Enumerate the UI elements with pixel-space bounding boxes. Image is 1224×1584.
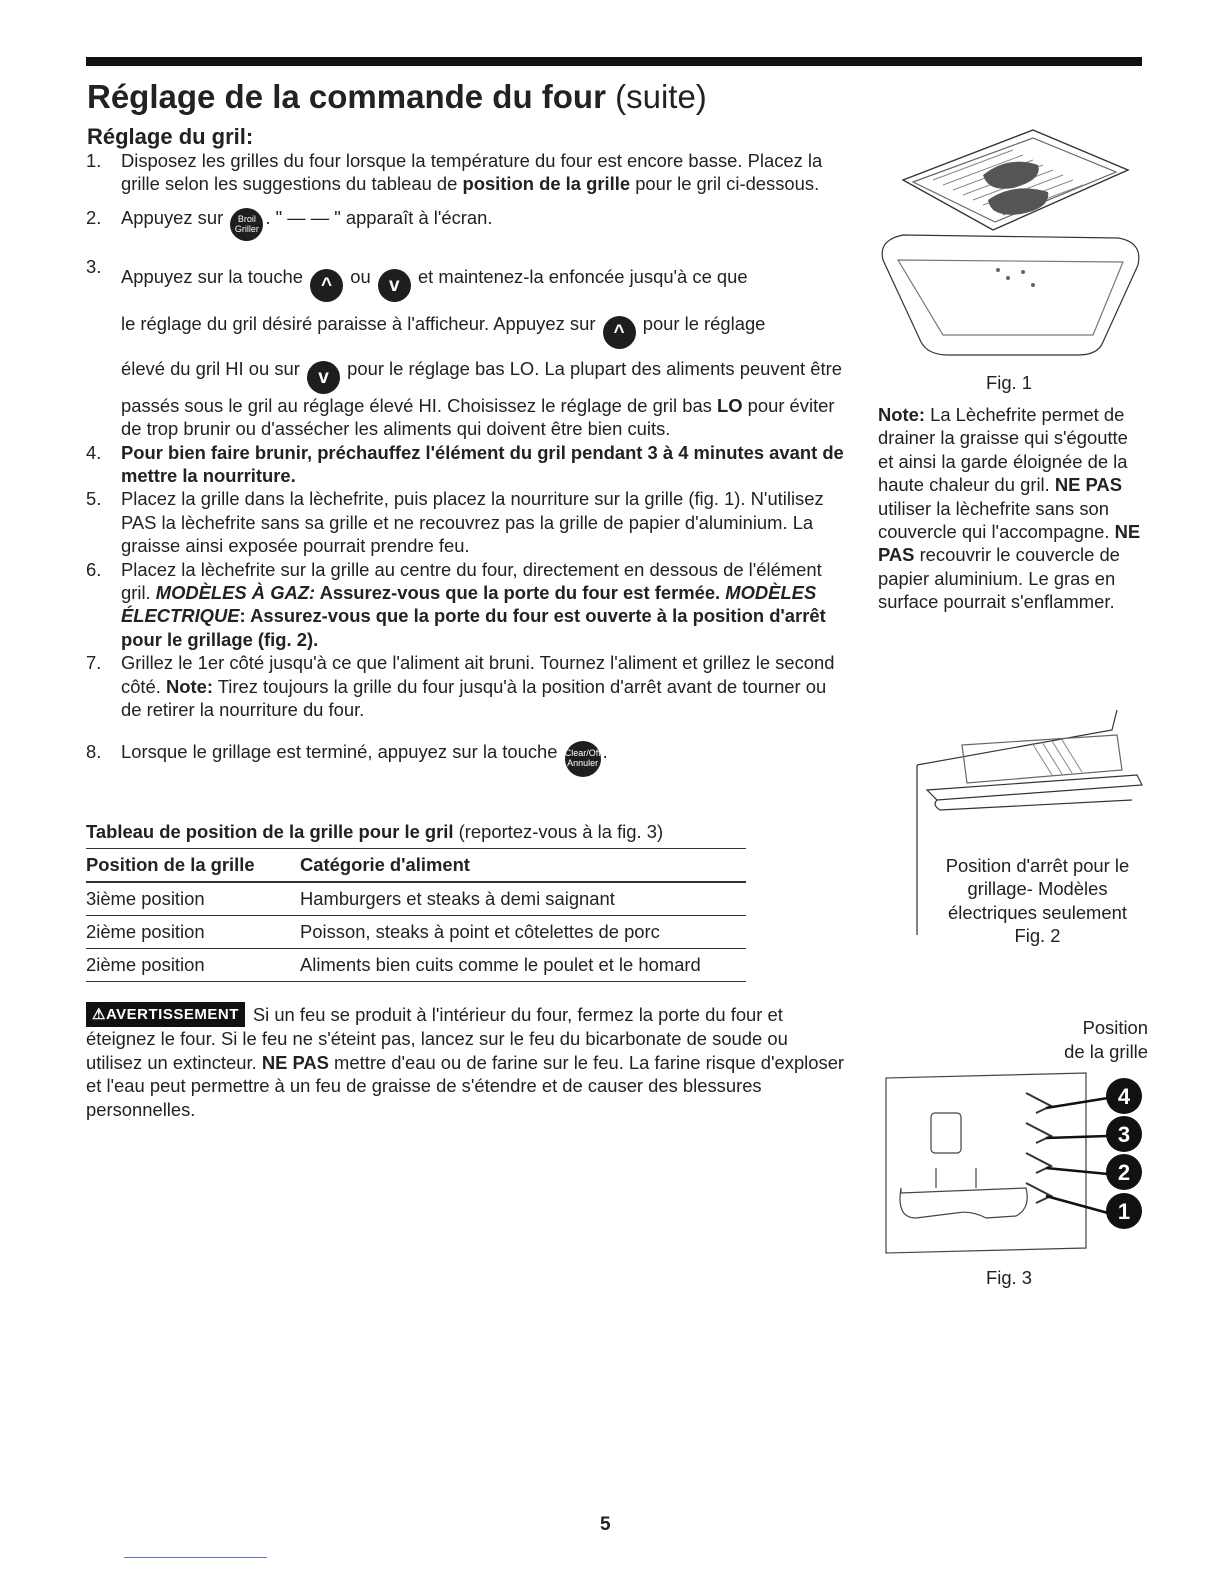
up-arrow-icon: ^: [603, 316, 636, 349]
top-rule: [86, 57, 1142, 66]
rack-number-2: 2: [1117, 1160, 1131, 1185]
down-arrow-icon: v: [378, 269, 411, 302]
rack-number-1: 1: [1117, 1199, 1131, 1224]
step-6: 6. Placez la lèchefrite sur la grille au centre du four, directement en dessous de l'élément gril. MODÈLES À GAZ: Assurez-vous que la porte du four est fermée. MODÈLES ÉLECTRIQUE: Assurez-vous que la porte du four est ouverte à la position d'arrêt pour le grillage (fig. 2).: [86, 558, 826, 650]
warning-badge: ⚠AVERTISSEMENT: [86, 1002, 245, 1027]
warning-paragraph: ⚠AVERTISSEMENT Si un feu se produit à l'intérieur du four, fermez la porte du four et éteignez le four. Si le feu ne s'éteint pas, lancez sur le feu du bicarbonate de soude ou utilisez un extincteur. NE PAS mettre d'eau ou de farine sur le feu. La farine risque d'exploser et l'eau peut permettre à un feu de graisse de s'étendre et de causer des blessures personnelles.: [86, 1004, 845, 1120]
step-7: 7. Grillez le 1er côté jusqu'à ce que l'aliment ait bruni. Tournez l'aliment et grillez le second côté. Note: Tirez toujours la grille du four jusqu'à la position d'arrêt avant de tourner ou de retirer la nourriture du four.: [86, 652, 835, 721]
broil-button-icon: Broil Griller: [230, 208, 263, 241]
page-number: 5: [600, 1514, 611, 1535]
step-2: 2. Appuyez sur Broil Griller. " — — " apparaît à l'écran.: [86, 206, 851, 241]
rack-number-4: 4: [1117, 1084, 1131, 1109]
table-header-row: [86, 849, 746, 883]
fig-2-label: Position d'arrêt pour le grillage- Modèles électriques seulement Fig. 2: [930, 854, 1145, 948]
fig-1-caption: Fig. 1: [986, 372, 1032, 393]
step-3: 3. Appuyez sur la touche ^ ou v et maintenez-la enfoncée jusqu'à ce que le réglage du gril désiré paraisse à l'afficheur. Appuyez sur ^ pour le réglage élevé du gril HI ou sur v pour le réglage bas LO. La plupart des aliments peuvent être passés sous le gril au réglage élevé HI. Choisissez le réglage de gril bas LO pour éviter de trop brunir ou d'assécher les aliments qui doivent être bien cuits.: [86, 255, 842, 440]
table-row: 2ième position Aliments bien cuits comme le poulet et le homard: [86, 949, 746, 982]
step-4: 4. Pour bien faire brunir, préchauffez l'élément du gril pendant 3 à 4 minutes avant de mettre la nourriture.: [86, 441, 844, 487]
broiler-pan-illustration: [873, 120, 1148, 365]
col-header: Catégorie d'aliment: [300, 849, 746, 883]
step-8: 8. Lorsque le grillage est terminé, appuyez sur la touche Clear/Off Annuler.: [86, 740, 851, 777]
table-row: 3ième position Hamburgers et steaks à demi saignant: [86, 882, 746, 916]
title-suffix: (suite): [615, 78, 707, 115]
rack-number-3: 3: [1117, 1122, 1131, 1147]
table-caption: Tableau de position de la grille pour le gril (reportez-vous à la fig. 3): [86, 821, 664, 842]
rack-position-label: Position de la grille: [1064, 1017, 1148, 1062]
oven-interior-illustration: [876, 1068, 1151, 1268]
section-subtitle: Réglage du gril:: [87, 124, 254, 149]
footer-rule: [124, 1557, 267, 1558]
instruction-list: [86, 149, 851, 777]
fig-2-caption: Fig. 2: [1014, 925, 1061, 947]
rack-position-table: [86, 848, 746, 982]
clear-off-button-icon: Clear/Off Annuler: [565, 741, 601, 777]
col-header: Position de la grille: [86, 849, 300, 883]
step-1: 1. Disposez les grilles du four lorsque la température du four est encore basse. Placez la grille selon les suggestions du tableau de position de la grille pour le gril ci-dessous.: [86, 150, 823, 195]
page-title: Réglage de la commande du four (suite): [87, 78, 707, 115]
side-note: Note: La Lèchefrite permet de drainer la graisse qui s'égoutte et ainsi la garde éloignée de la haute chaleur du gril. NE PAS utiliser la lèchefrite sans son couvercle qui l'accompagne. NE PAS recouvrir le couvercle de papier aluminium. Le gras en surface pourrait s'enflammer.: [878, 404, 1141, 613]
step-5: 5. Placez la grille dans la lèchefrite, puis placez la nourriture sur la grille (fig. 1). N'utilisez PAS la lèchefrite sans sa grille et ne recouvrez pas la grille de papier d'aluminium. La graisse ainsi exposée pourrait prendre feu.: [86, 488, 824, 557]
down-arrow-icon: v: [307, 361, 340, 394]
up-arrow-icon: ^: [310, 269, 343, 302]
table-row: 2ième position Poisson, steaks à point et côtelettes de porc: [86, 916, 746, 949]
fig-3-caption: Fig. 3: [986, 1267, 1032, 1288]
